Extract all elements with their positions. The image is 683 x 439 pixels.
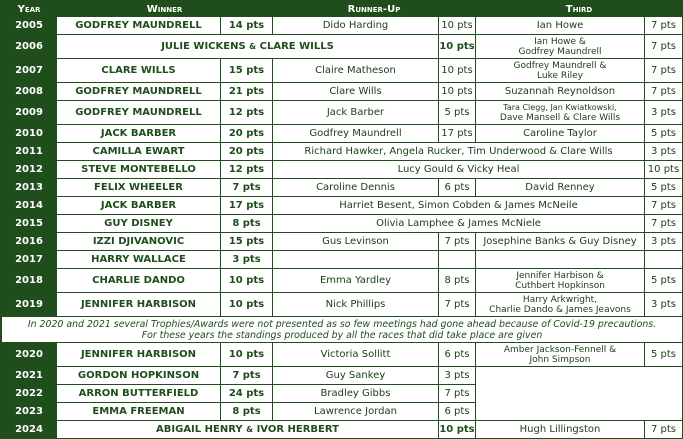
year-cell: 2013 — [2, 179, 57, 197]
winner-points: 14 pts — [221, 17, 273, 35]
year-cell: 2016 — [2, 233, 57, 251]
runner-up-cell: Dido Harding — [273, 17, 439, 35]
note-line: In 2020 and 2021 several Trophies/Awards were not presented as so few meetings had gone ahead because of Covid-19 precautions. — [27, 318, 657, 330]
third-cell — [476, 269, 645, 293]
winner-cell: FELIX WHEELER — [57, 179, 221, 197]
third-points: 3 pts — [645, 143, 683, 161]
table-row — [2, 197, 683, 215]
third-points: 7 pts — [645, 59, 683, 83]
winner-cell: ARRON BUTTERFIELD — [57, 385, 221, 403]
winner-points: 10 pts — [221, 269, 273, 293]
winner-points: 3 pts — [221, 251, 273, 269]
table-row — [2, 17, 683, 35]
third-points: 7 pts — [645, 421, 683, 439]
table-row — [2, 343, 683, 367]
third-points: 7 pts — [645, 215, 683, 233]
year-header: Year — [2, 2, 57, 17]
winner-points: 20 pts — [221, 125, 273, 143]
winner-points: 12 pts — [221, 101, 273, 125]
shared-place-cell: Harriet Besent, Simon Cobden & James McNeile — [273, 197, 645, 215]
runner-up-points: 6 pts — [439, 179, 476, 197]
winner-points: 10 pts — [221, 293, 273, 317]
header-row — [2, 2, 683, 17]
winner-points: 24 pts — [221, 385, 273, 403]
third-cell: David Renney — [476, 179, 645, 197]
winner-points: 8 pts — [221, 403, 273, 421]
winner-cell: GODFREY MAUNDRELL — [57, 83, 221, 101]
table-row — [2, 161, 683, 179]
third-points: 10 pts — [645, 161, 683, 179]
third-cell — [476, 35, 645, 59]
year-cell: 2020 — [2, 343, 57, 367]
year-cell: 2024 — [2, 421, 57, 439]
third-line: Tara Clegg, Jan Kwiatkowski, — [503, 102, 617, 112]
table-row — [2, 101, 683, 125]
year-cell: 2007 — [2, 59, 57, 83]
runner-up-points — [439, 251, 476, 269]
runner-up-cell: Nick Phillips — [273, 293, 439, 317]
runner-up-points: 8 pts — [439, 269, 476, 293]
runner-up-points: 6 pts — [439, 343, 476, 367]
runner-up-points: 17 pts — [439, 125, 476, 143]
year-cell: 2005 — [2, 17, 57, 35]
winner-name: IVOR HERBERT — [256, 424, 339, 435]
winner-cell: JACK BARBER — [57, 125, 221, 143]
third-line: Cuthbert Hopkinson — [515, 280, 605, 291]
runner-up-points: 5 pts — [439, 101, 476, 125]
year-cell: 2011 — [2, 143, 57, 161]
winner-points: 21 pts — [221, 83, 273, 101]
table-row — [2, 83, 683, 101]
third-line: Godfrey Maundrell — [518, 46, 602, 57]
winner-cell: EMMA FREEMAN — [57, 403, 221, 421]
winner-cell: IZZI DJIVANOVIC — [57, 233, 221, 251]
table-row — [2, 179, 683, 197]
third-cell — [476, 59, 645, 83]
shared-place-cell: Lucy Gould & Vicky Heal — [273, 161, 645, 179]
third-points: 5 pts — [645, 269, 683, 293]
year-cell: 2017 — [2, 251, 57, 269]
year-cell: 2019 — [2, 293, 57, 317]
shared-place-cell: Richard Hawker, Angela Rucker, Tim Underwood & Clare Wills — [273, 143, 645, 161]
year-cell: 2014 — [2, 197, 57, 215]
winner-points: 7 pts — [221, 179, 273, 197]
winner-cell: JENNIFER HARBISON — [57, 293, 221, 317]
third-points: 3 pts — [645, 293, 683, 317]
runner-up-cell: Guy Sankey — [273, 367, 439, 385]
third-line: John Simpson — [529, 354, 591, 365]
third-cell: Caroline Taylor — [476, 125, 645, 143]
runner-up-cell: Gus Levinson — [273, 233, 439, 251]
runner-up-header: Runner-Up — [273, 2, 476, 17]
year-cell: 2023 — [2, 403, 57, 421]
year-cell: 2006 — [2, 35, 57, 59]
winner-cell: GODFREY MAUNDRELL — [57, 17, 221, 35]
winner-points: 17 pts — [221, 197, 273, 215]
third-line: Jennifer Harbison & — [516, 270, 604, 281]
third-points: 5 pts — [645, 125, 683, 143]
results-table — [1, 1, 683, 439]
winner-points: 15 pts — [221, 59, 273, 83]
third-cell: Suzannah Reynoldson — [476, 83, 645, 101]
table-row — [2, 293, 683, 317]
year-cell: 2021 — [2, 367, 57, 385]
runner-up-points: 7 pts — [439, 233, 476, 251]
third-points — [645, 251, 683, 269]
winner-cell: JACK BARBER — [57, 197, 221, 215]
runner-up-points: 6 pts — [439, 403, 476, 421]
winner-header: Winner — [57, 2, 273, 17]
third-points: 7 pts — [645, 35, 683, 59]
winner-name: JULIE WICKENS — [161, 41, 246, 52]
runner-up-cell: Bradley Gibbs — [273, 385, 439, 403]
table-row — [2, 367, 683, 385]
third-empty-cell — [476, 367, 683, 421]
third-line: Luke Riley — [537, 70, 583, 81]
table-row — [2, 421, 683, 439]
note-row — [2, 317, 683, 343]
winner-cell: JENNIFER HARBISON — [57, 343, 221, 367]
third-points: 3 pts — [645, 101, 683, 125]
table-row — [2, 233, 683, 251]
third-line: Amber Jackson-Fennell & — [503, 344, 617, 355]
winner-cell: GODFREY MAUNDRELL — [57, 101, 221, 125]
winner-cell — [57, 35, 439, 59]
note-line: For these years the standings produced by all the races that did take place are given — [141, 329, 543, 341]
winner-name: ABIGAIL HENRY — [156, 424, 243, 435]
year-cell: 2018 — [2, 269, 57, 293]
winner-cell: GUY DISNEY — [57, 215, 221, 233]
winner-points: 7 pts — [221, 367, 273, 385]
runner-up-cell: Claire Matheson — [273, 59, 439, 83]
table-row — [2, 125, 683, 143]
covid-note — [2, 317, 683, 343]
runner-up-cell: Emma Yardley — [273, 269, 439, 293]
runner-up-cell: Clare Wills — [273, 83, 439, 101]
third-line: Charlie Dando & James Jeavons — [489, 304, 631, 315]
winner-points: 8 pts — [221, 215, 273, 233]
table-row — [2, 215, 683, 233]
third-cell: Josephine Banks & Guy Disney — [476, 233, 645, 251]
third-line: Dave Mansell & Clare Wills — [499, 112, 621, 123]
winner-cell: STEVE MONTEBELLO — [57, 161, 221, 179]
winner-points: 10 pts — [439, 421, 476, 439]
winner-cell: CAMILLA EWART — [57, 143, 221, 161]
table-row — [2, 269, 683, 293]
winner-cell — [57, 421, 439, 439]
runner-up-cell: Lawrence Jordan — [273, 403, 439, 421]
year-cell: 2009 — [2, 101, 57, 125]
winner-cell: CLARE WILLS — [57, 59, 221, 83]
winner-cell: GORDON HOPKINSON — [57, 367, 221, 385]
third-points: 7 pts — [645, 17, 683, 35]
winner-points: 20 pts — [221, 143, 273, 161]
third-cell — [476, 251, 645, 269]
table-row — [2, 143, 683, 161]
year-cell: 2022 — [2, 385, 57, 403]
ampersand: & — [249, 42, 257, 51]
third-points: 7 pts — [645, 197, 683, 215]
runner-up-points: 10 pts — [439, 83, 476, 101]
winner-points: 15 pts — [221, 233, 273, 251]
runner-up-points: 7 pts — [439, 293, 476, 317]
table-row — [2, 59, 683, 83]
runner-up-points: 7 pts — [439, 385, 476, 403]
year-cell: 2008 — [2, 83, 57, 101]
runner-up-cell: Victoria Sollitt — [273, 343, 439, 367]
runner-up-points: 10 pts — [439, 59, 476, 83]
third-cell — [476, 343, 645, 367]
winner-name: CLARE WILLS — [259, 41, 334, 52]
year-cell: 2010 — [2, 125, 57, 143]
year-cell: 2015 — [2, 215, 57, 233]
winner-points: 12 pts — [221, 161, 273, 179]
runner-up-points: 3 pts — [439, 367, 476, 385]
winner-cell: CHARLIE DANDO — [57, 269, 221, 293]
third-cell: Hugh Lillingston — [476, 421, 645, 439]
third-header: Third — [476, 2, 683, 17]
third-line: Harry Arkwright, — [522, 294, 598, 305]
third-cell — [476, 101, 645, 125]
third-points: 5 pts — [645, 179, 683, 197]
third-points: 5 pts — [645, 343, 683, 367]
runner-up-cell: Jack Barber — [273, 101, 439, 125]
year-cell: 2012 — [2, 161, 57, 179]
winner-cell: HARRY WALLACE — [57, 251, 221, 269]
table-row — [2, 251, 683, 269]
winner-points: 10 pts — [439, 35, 476, 59]
third-line: Godfrey Maundrell & — [513, 60, 607, 71]
third-points: 7 pts — [645, 83, 683, 101]
third-cell: Ian Howe — [476, 17, 645, 35]
runner-up-cell: Godfrey Maundrell — [273, 125, 439, 143]
winner-points: 10 pts — [221, 343, 273, 367]
ampersand: & — [246, 425, 254, 434]
shared-place-cell: Olivia Lamphee & James McNiele — [273, 215, 645, 233]
runner-up-cell — [273, 251, 439, 269]
third-points: 3 pts — [645, 233, 683, 251]
table-row — [2, 35, 683, 59]
runner-up-cell: Caroline Dennis — [273, 179, 439, 197]
runner-up-points: 10 pts — [439, 17, 476, 35]
third-line: Ian Howe & — [534, 36, 586, 47]
third-cell — [476, 293, 645, 317]
